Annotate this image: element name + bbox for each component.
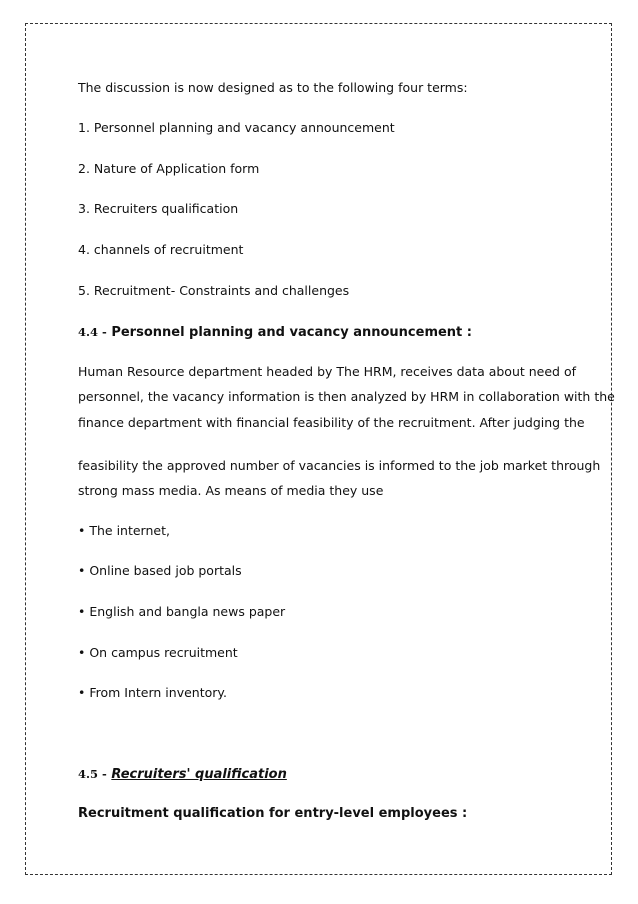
term-item: 4. channels of recruitment (78, 242, 244, 257)
section-title: Recruiters' qualification (111, 767, 287, 782)
bullet-item: • On campus recruitment (78, 645, 238, 660)
bullet-item: • Online based job portals (78, 563, 242, 578)
section-number: 4.5 - (78, 767, 107, 781)
paragraph-line: Human Resource department headed by The HRM, receives data about need of (78, 364, 577, 379)
paragraph-line: strong mass media. As means of media they use (78, 483, 384, 498)
paragraph-line: personnel, the vacancy information is then analyzed by HRM in collaboration with the (78, 389, 615, 404)
paragraph-line: finance department with financial feasibility of the recruitment. After judging the (78, 415, 585, 430)
paragraph-line: feasibility the approved number of vacancies is informed to the job market through (78, 458, 601, 473)
bullet-item: • The internet, (78, 523, 170, 538)
section-heading-4-4 (78, 324, 472, 341)
section-title: Personnel planning and vacancy announcement : (111, 325, 472, 340)
page-border (25, 23, 615, 875)
term-item: 2. Nature of Application form (78, 161, 260, 176)
bullet-item: • From Intern inventory. (78, 685, 227, 700)
bullet-item: • English and bangla news paper (78, 604, 286, 619)
subheading: Recruitment qualification for entry-level employees : (78, 806, 468, 821)
term-item: 5. Recruitment- Constraints and challenges (78, 283, 350, 298)
term-item: 3. Recruiters qualification (78, 201, 239, 216)
intro-text: The discussion is now designed as to the following four terms: (78, 80, 468, 95)
section-heading-4-5 (78, 766, 287, 783)
term-item: 1. Personnel planning and vacancy announcement (78, 120, 395, 135)
section-number: 4.4 - (78, 325, 107, 339)
